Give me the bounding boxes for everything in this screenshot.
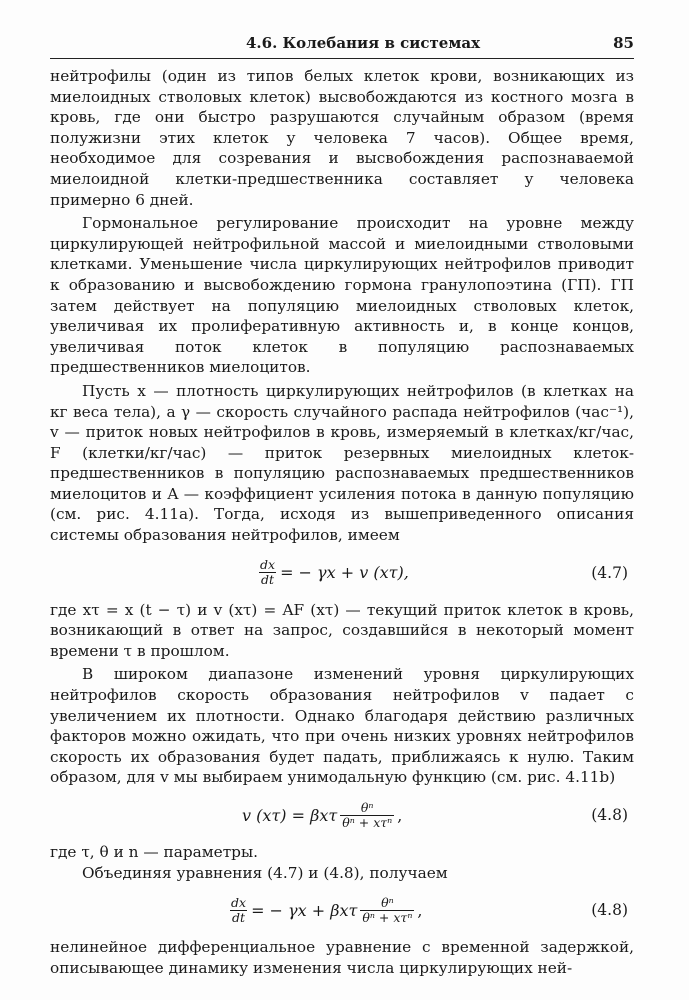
equation-rhs: = − γx + v (xτ),: [280, 563, 409, 583]
paragraph-1: нейтрофилы (один из типов белых клеток крови, возникающих из миелоидных стволовых клеток) высвобождаются из костного мозга в кровь, где они быстро разрушаются случайным образом (время полужизни этих клеток у человека 7 часов). Общее время, необходимое для созревания и высвобождения распознаваемой миелоидной клетки-предшественника составляет у человека примерно 6 дней.: [50, 67, 634, 209]
chapter-title: 4.6. Колебания в системах: [246, 34, 481, 52]
equation-lhs: v (xτ) = βxτ: [242, 805, 338, 825]
paragraph-4: где xτ = x (t − τ) и v (xτ) = AF (xτ) — текущий приток клеток в кровь, возникающий в ответ на запрос, создавшийся в некоторый момент времени τ в прошлом.: [50, 600, 634, 660]
page-body: [50, 66, 634, 978]
derivative-fraction: $\frac{dx}{dt}$: [260, 557, 276, 588]
paragraph-5: В широком диапазоне изменений уровня циркулирующих нейтрофилов скорость образования нейтрофилов v падает с увеличением их плотности. Однако благодаря действию различных факторов можно ожидать, что при очень низких уровнях нейтрофилов скорость их образования будет падать, приближаясь к нулю. Таким образом, для v мы выбираем унимодальную функцию (см. рис. 4.11b): [50, 665, 634, 787]
paragraph-3: Пусть x — плотность циркулирующих нейтрофилов (в клетках на кг веса тела), а γ — скорость случайного распада нейтрофилов (час⁻¹), v — приток новых нейтрофилов в кровь, измеряемый в клетках/кг/час, F (клетки/кг/час) — приток резервных миелоидных клеток-предшественников в популяцию распознаваемых предшественников миелоцитов и A — коэффициент усиления потока в данную популяцию (см. рис. 4.11а). Тогда, исходя из вышеприведенного описания системы образования нейтрофилов, имеем: [50, 381, 634, 545]
equation-4-8: v (xτ) = βxτ $\frac{\text{θⁿ}}{\text{θⁿ + xτⁿ}}$ , (4.8): [242, 799, 628, 830]
header-rule: [50, 58, 634, 59]
equation-4-7: [50, 546, 634, 600]
equation-number: (4.8): [591, 806, 628, 824]
paragraph-2: Гормональное регулирование происходит на уровне между циркулирующей нейтрофильной массой и миелоидными стволовыми клетками. Уменьшение числа циркулирующих нейтрофилов приводит к образованию и высвобождению гормона гранулопоэтина (ГП). ГП затем действует на популяцию миелоидных стволовых клеток, увеличивая их пролиферативную активность и, в конце концов, увеличивая поток клеток в популяцию распознаваемых предшественников миелоцитов.: [50, 214, 634, 377]
equation-number: (4.7): [591, 563, 628, 582]
running-header: [50, 34, 634, 56]
hill-fraction: $\frac{\text{θⁿ}}{\text{θⁿ + xτⁿ}}$: [362, 894, 413, 925]
paragraph-6: где τ, θ и n — параметры.: [50, 843, 259, 861]
equation-number: (4.8): [591, 901, 628, 920]
equation-combined: $\frac{dx}{dt}$ = − γx + βxτ $\frac{\text{θⁿ}}{\text{θⁿ + xτⁿ}}$ , (4.8): [231, 894, 628, 925]
hill-fraction: $\frac{\text{θⁿ}}{\text{θⁿ + xτⁿ}}$: [342, 799, 393, 830]
page-number: 85: [613, 34, 634, 52]
equation-rhs: = − γx + βxτ: [251, 900, 358, 920]
derivative-fraction: $\frac{dx}{dt}$: [231, 894, 247, 925]
paragraph-8: нелинейное дифференциальное уравнение с временной задержкой, описывающее динамику изменения числа циркулирующих ней-: [50, 938, 634, 977]
paragraph-7: Объединяя уравнения (4.7) и (4.8), получаем: [82, 863, 448, 882]
